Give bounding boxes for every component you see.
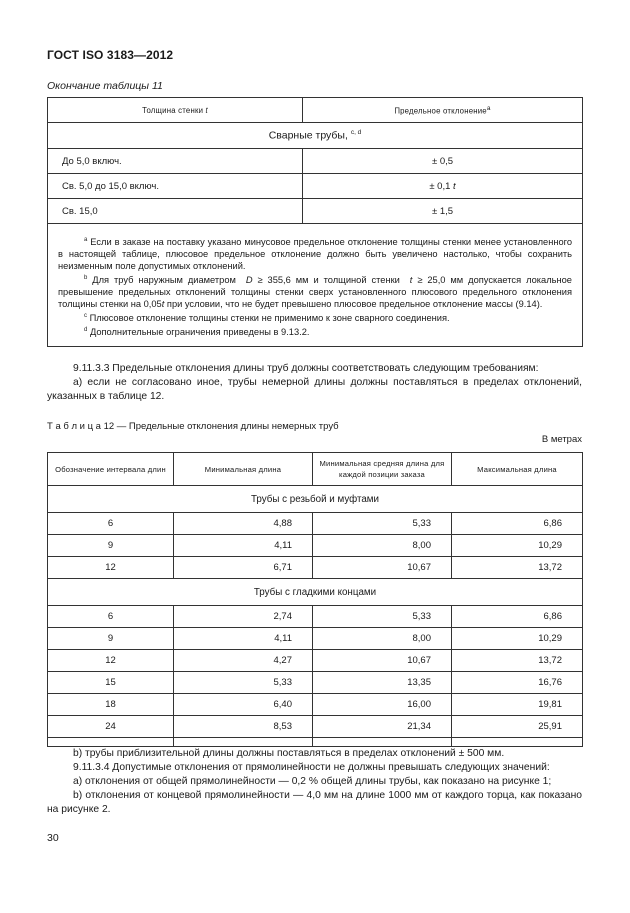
note-c: $^c$ Плюсовое отклонение толщины стенки не применимо к зоне сварного соединения. xyxy=(84,313,450,324)
table-cell: 18 xyxy=(48,694,174,716)
paragraph: b) трубы приблизительной длины должны поставляться в пределах отклонений ± 500 мм. xyxy=(73,748,505,759)
table11-col-thickness: Толщина стенки t xyxy=(48,98,303,123)
table-cell: 8,00 xyxy=(313,628,452,650)
table-row xyxy=(48,606,583,628)
table-cell: 16,00 xyxy=(313,694,452,716)
table-row xyxy=(48,557,583,579)
table11-notes xyxy=(48,224,583,347)
table12-col-avg: Минимальная средняя длина для каждой позиции заказа xyxy=(313,453,452,486)
table-row xyxy=(48,672,583,694)
paragraph: 9.11.3.4 Допустимые отклонения от прямолинейности не должны превышать следующих значений: xyxy=(73,762,550,773)
body-text-before xyxy=(47,362,582,404)
table11-header-row xyxy=(48,98,583,123)
table-row xyxy=(48,628,583,650)
table-cell: 16,76 xyxy=(452,672,583,694)
table-cell: 13,72 xyxy=(452,650,583,672)
table-row xyxy=(48,199,583,224)
table-cell: 5,33 xyxy=(174,672,313,694)
table-cell: 21,34 xyxy=(313,716,452,738)
table-cell: 10,29 xyxy=(452,535,583,557)
table-cell: 8,53 xyxy=(174,716,313,738)
table12-group1-title: Трубы с резьбой и муфтами xyxy=(48,486,583,513)
table-cell: 4,11 xyxy=(174,628,313,650)
table-cell: 19,81 xyxy=(452,694,583,716)
table12-group-header xyxy=(48,486,583,513)
table-cell xyxy=(313,738,452,747)
note-d: $^d$ Дополнительные ограничения приведены в 9.13.2. xyxy=(84,327,310,338)
table11-subheader: Сварные трубы, $^{c, d}$ xyxy=(48,123,583,149)
table-cell: 5,33 xyxy=(313,606,452,628)
table-cell xyxy=(174,738,313,747)
table-cell: Св. 5,0 до 15,0 включ. xyxy=(48,174,303,199)
table-cell: 10,67 xyxy=(313,557,452,579)
table-cell: 8,00 xyxy=(313,535,452,557)
table-cell: 9 xyxy=(48,535,174,557)
table-cell: 6,86 xyxy=(452,606,583,628)
table-cell: ± 0,5 xyxy=(303,149,583,174)
table12-group-header xyxy=(48,579,583,606)
table-cell: 24 xyxy=(48,716,174,738)
document-header: ГОСТ ISO 3183—2012 xyxy=(47,48,174,62)
table-cell: 6 xyxy=(48,606,174,628)
table-cell xyxy=(48,738,174,747)
table-row xyxy=(48,513,583,535)
body-text-after xyxy=(47,747,582,817)
table-11 xyxy=(47,97,583,347)
table12-header-row xyxy=(48,453,583,486)
table12-bottom-spacer xyxy=(48,738,583,747)
table12-group2-title: Трубы с гладкими концами xyxy=(48,579,583,606)
page-number: 30 xyxy=(47,832,59,844)
table11-col-deviation: Предельное отклонение$^a$ xyxy=(303,98,583,123)
table-cell: Св. 15,0 xyxy=(48,199,303,224)
table-cell: 4,11 xyxy=(174,535,313,557)
paragraph: а) если не согласовано иное, трубы немерной длины должны поставляться в пределах отклонений, указанных в таблице 12. xyxy=(47,377,582,402)
paragraph: 9.11.3.3 Предельные отклонения длины труб должны соответствовать следующим требованиям: xyxy=(73,363,539,374)
table-cell: 15 xyxy=(48,672,174,694)
table-row xyxy=(48,174,583,199)
table-cell: 10,67 xyxy=(313,650,452,672)
table11-notes-row xyxy=(48,224,583,347)
table-cell: 10,29 xyxy=(452,628,583,650)
table-cell: 13,72 xyxy=(452,557,583,579)
table-cell: 6 xyxy=(48,513,174,535)
table11-caption: Окончание таблицы 11 xyxy=(47,80,163,92)
table-row xyxy=(48,535,583,557)
note-b: $^b$ Для труб наружным диаметром D ≥ 355,6 мм и толщиной стенки t ≥ 25,0 мм допускается локальное превышение предельных отклонений толщины стенки сверх установленного плюсового предельного отклонения толщины стенки на 0,05t при условии, что не будет превышено плюсовое предельное отклонение массы (9.14). xyxy=(58,275,572,310)
note-a: $^a$ Если в заказе на поставку указано минусовое предельное отклонение толщины стенки менее установленного в настоящей таблице, плюсовое предельное отклонение должно быть увеличено настолько, чтобы сохранить неизменным поле допустимых отклонений. xyxy=(58,237,572,272)
table12-caption: Т а б л и ц а 12 — Предельные отклонения длины немерных труб xyxy=(47,421,339,432)
paragraph: a) отклонения от общей прямолинейности — 0,2 % общей длины трубы, как показано на рисунке 1; xyxy=(73,776,552,787)
table-row xyxy=(48,149,583,174)
table-cell: До 5,0 включ. xyxy=(48,149,303,174)
table11-subheader-row xyxy=(48,123,583,149)
table-cell: 13,35 xyxy=(313,672,452,694)
table12-col-min: Минимальная длина xyxy=(174,453,313,486)
table-cell: 25,91 xyxy=(452,716,583,738)
table-row xyxy=(48,650,583,672)
table-row xyxy=(48,716,583,738)
table-12 xyxy=(47,452,583,747)
table-cell xyxy=(452,738,583,747)
table12-col-max: Максимальная длина xyxy=(452,453,583,486)
table12-col-designation: Обозначение интервала длин xyxy=(48,453,174,486)
table-cell: 6,40 xyxy=(174,694,313,716)
table-row xyxy=(48,694,583,716)
table-cell: 2,74 xyxy=(174,606,313,628)
table-cell: 6,86 xyxy=(452,513,583,535)
paragraph: b) отклонения от концевой прямолинейности — 4,0 мм на длине 1000 мм от каждого торца, как показано на рисунке 2. xyxy=(47,790,582,815)
table-cell: ± 1,5 xyxy=(303,199,583,224)
table-cell: 4,88 xyxy=(174,513,313,535)
table-cell: 6,71 xyxy=(174,557,313,579)
table-cell: 12 xyxy=(48,650,174,672)
table-cell: 5,33 xyxy=(313,513,452,535)
table-cell: 4,27 xyxy=(174,650,313,672)
table-cell: ± 0,1 t xyxy=(303,174,583,199)
table12-units: В метрах xyxy=(541,434,582,445)
table-cell: 12 xyxy=(48,557,174,579)
table-cell: 9 xyxy=(48,628,174,650)
